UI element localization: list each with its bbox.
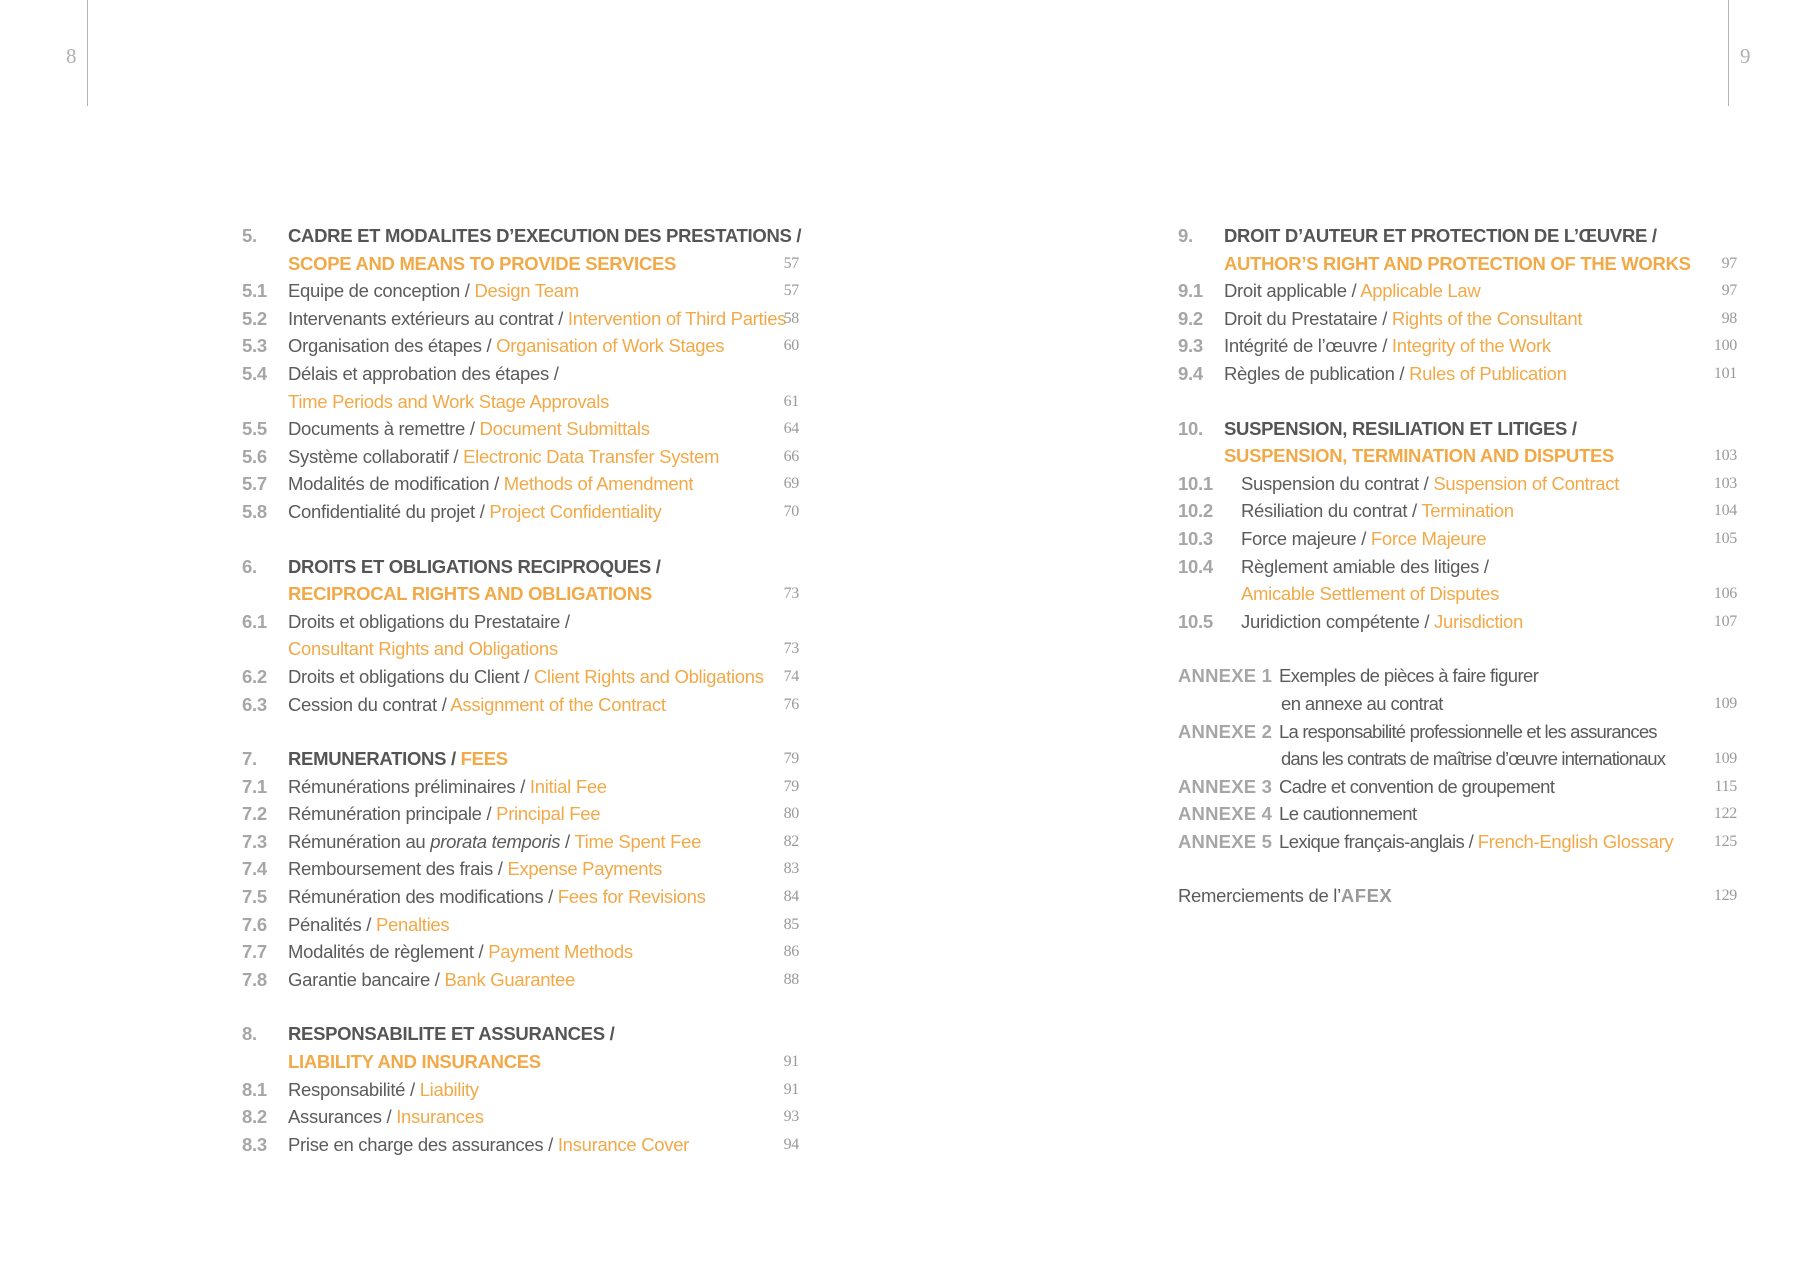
entry-en: Initial Fee — [529, 775, 607, 797]
entry-en: Amicable Settlement of Disputes — [1241, 583, 1500, 605]
page-ref: 91 — [783, 1053, 799, 1071]
entry-fr: Cession du contrat / — [288, 693, 451, 715]
heading-en: FEES — [460, 748, 508, 770]
page-ref: 69 — [783, 475, 799, 493]
entry-number: 6.3 — [242, 693, 267, 715]
entry-number: 5.5 — [242, 418, 267, 440]
entry-fr: Confidentialité du projet / — [288, 500, 490, 522]
toc-entry — [242, 1103, 799, 1131]
page-ref: 58 — [783, 309, 799, 327]
entry-en: Integrity of the Work — [1391, 335, 1551, 357]
entry-en: Jurisdiction — [1434, 610, 1523, 632]
toc-entry — [242, 277, 799, 305]
section-heading-en — [1178, 250, 1737, 278]
entry-number: 9.1 — [1178, 280, 1203, 302]
right-page-rule — [1728, 0, 1729, 106]
heading-en: AUTHOR’S RIGHT AND PROTECTION OF THE WORKS — [1224, 252, 1691, 274]
heading-en: LIABILITY AND INSURANCES — [288, 1051, 541, 1073]
entry-fr: Pénalités / — [288, 913, 376, 935]
entry-en: Consultant Rights and Obligations — [288, 638, 558, 660]
entry-number: 9.2 — [1178, 307, 1203, 329]
toc-entry — [242, 911, 799, 939]
entry-number: 5.6 — [242, 445, 267, 467]
toc-entry — [1178, 360, 1737, 388]
entry-en: Organisation of Work Stages — [496, 335, 725, 357]
entry-en: Force Majeure — [1370, 527, 1487, 549]
entry-fr: Equipe de conception / — [288, 280, 475, 302]
page-ref: 94 — [783, 1135, 799, 1153]
entry-number: 6.1 — [242, 610, 267, 632]
toc-entry — [242, 415, 799, 443]
section-heading-en — [242, 580, 799, 608]
entry-number: 6.2 — [242, 665, 267, 687]
entry-fr: Résiliation du contrat / — [1241, 500, 1422, 522]
toc-section-5 — [242, 222, 802, 526]
section-number: 6. — [242, 555, 257, 577]
annex-title: en annexe au contrat — [1281, 692, 1443, 714]
page-ref: 83 — [783, 860, 799, 878]
entry-number: 10.5 — [1178, 610, 1213, 632]
entry-number: 8.2 — [242, 1106, 267, 1128]
entry-fr: Rémunération au — [288, 830, 431, 852]
toc-entry — [1178, 470, 1737, 498]
page-ref: 109 — [1713, 750, 1737, 768]
heading-en: SUSPENSION, TERMINATION AND DISPUTES — [1224, 445, 1615, 467]
toc-section-8 — [242, 1020, 799, 1158]
entry-number: 5.3 — [242, 335, 267, 357]
entry-en: Applicable Law — [1360, 280, 1481, 302]
section-heading — [1178, 222, 1737, 250]
annex-title: dans les contrats de maîtrise d’œuvre internationaux — [1281, 748, 1666, 770]
toc-entry — [1178, 277, 1737, 305]
page-ref: 122 — [1713, 805, 1737, 823]
toc-entry — [242, 1131, 799, 1159]
toc-entry — [1178, 608, 1737, 636]
page-ref: 109 — [1713, 694, 1737, 712]
page-ref: 101 — [1713, 364, 1737, 382]
page-ref: 97 — [1721, 254, 1737, 272]
toc-entry — [242, 608, 799, 636]
toc-entry — [242, 938, 799, 966]
heading-fr: DROITS ET OBLIGATIONS RECIPROQUES / — [288, 555, 661, 577]
page-ref: 93 — [783, 1108, 799, 1126]
entry-fr: Suspension du contrat / — [1241, 472, 1434, 494]
annex-entry — [1178, 828, 1737, 856]
page-ref: 105 — [1713, 529, 1737, 547]
heading-en: SCOPE AND MEANS TO PROVIDE SERVICES — [288, 252, 677, 274]
entry-fr: Droit applicable / — [1224, 280, 1361, 302]
toc-entry — [242, 305, 799, 333]
toc-section-6 — [242, 553, 799, 719]
section-heading-en — [242, 250, 799, 278]
annex-entry-continued — [1178, 745, 1737, 773]
toc-entry — [242, 360, 799, 388]
heading-fr: RESPONSABILITE ET ASSURANCES / — [288, 1023, 615, 1045]
afex-logo-text: AFEX — [1340, 885, 1393, 907]
entry-en: Termination — [1421, 500, 1514, 522]
annex-number: ANNEXE 1 — [1178, 665, 1273, 687]
page-ref: 79 — [783, 750, 799, 768]
toc-entry — [1178, 525, 1737, 553]
annex-entry-continued — [1178, 690, 1737, 718]
entry-fr: Rémunération des modifications / — [288, 886, 558, 908]
entry-en: Intervention of Third Parties — [567, 307, 787, 329]
page-ref: 103 — [1713, 447, 1737, 465]
thanks-text: Remerciements de l’ — [1178, 885, 1341, 907]
entry-fr: Modalités de modification / — [288, 473, 504, 495]
annex-entry — [1178, 718, 1737, 746]
entry-en: Design Team — [474, 280, 579, 302]
section-number: 8. — [242, 1023, 257, 1045]
page-ref: 76 — [783, 695, 799, 713]
entry-number: 7.4 — [242, 858, 267, 880]
section-heading — [242, 222, 802, 250]
entry-en: Principal Fee — [496, 803, 601, 825]
annex-entry — [1178, 800, 1737, 828]
heading-fr: SUSPENSION, RESILIATION ET LITIGES / — [1224, 417, 1577, 439]
entry-fr: Assurances / — [288, 1106, 397, 1128]
toc-entry — [242, 773, 799, 801]
annex-title: Cadre et convention de groupement — [1279, 775, 1555, 797]
entry-en: Rules of Publication — [1409, 362, 1567, 384]
entry-en: Time Spent Fee — [574, 830, 702, 852]
entry-en: Suspension of Contract — [1433, 472, 1620, 494]
toc-entry — [1178, 553, 1737, 581]
entry-fr-separator: / — [560, 830, 575, 852]
entry-fr: Juridiction compétente / — [1241, 610, 1435, 632]
heading-fr: CADRE ET MODALITES D’EXECUTION DES PRESTATIONS / — [288, 225, 802, 246]
entry-fr: Intégrité de l’œuvre / — [1224, 335, 1392, 357]
entry-en: Payment Methods — [488, 941, 633, 963]
toc-entry — [242, 800, 799, 828]
entry-fr: Rémunérations préliminaires / — [288, 775, 530, 797]
entry-en: Insurance Cover — [557, 1133, 690, 1155]
page-ref: 60 — [783, 337, 799, 355]
toc-entry — [242, 663, 799, 691]
annex-entry — [1178, 773, 1737, 801]
entry-number: 8.1 — [242, 1078, 267, 1100]
heading-en: RECIPROCAL RIGHTS AND OBLIGATIONS — [288, 583, 652, 605]
page-ref: 103 — [1713, 474, 1737, 492]
section-heading-en — [1178, 442, 1737, 470]
annex-number: ANNEXE 4 — [1178, 803, 1273, 825]
toc-annexes — [1178, 662, 1737, 855]
toc-right-column — [1178, 222, 1737, 937]
toc-section-10 — [1178, 415, 1737, 636]
entry-en: Insurances — [396, 1106, 484, 1128]
entry-number: 5.4 — [242, 362, 267, 384]
entry-fr: Organisation des étapes / — [288, 335, 497, 357]
annex-title: Lexique français-anglais / — [1279, 830, 1478, 852]
page-ref: 91 — [783, 1080, 799, 1098]
entry-en: Penalties — [375, 913, 450, 935]
entry-en: Client Rights and Obligations — [533, 665, 764, 687]
page-ref: 125 — [1713, 832, 1737, 850]
entry-number: 7.7 — [242, 941, 267, 963]
toc-entry — [242, 1076, 799, 1104]
entry-fr: Droits et obligations du Client / — [288, 665, 534, 687]
page-ref: 57 — [783, 254, 799, 272]
annex-title: Exemples de pièces à faire figurer — [1279, 665, 1539, 687]
toc-section-7 — [242, 745, 799, 993]
entry-number: 7.2 — [242, 803, 267, 825]
left-page-rule — [87, 0, 88, 106]
entry-fr: Documents à remettre / — [288, 418, 480, 440]
page-ref: 106 — [1713, 585, 1737, 603]
section-heading — [1178, 415, 1737, 443]
entry-number: 7.3 — [242, 830, 267, 852]
toc-entry — [242, 691, 799, 719]
toc-entry — [242, 966, 799, 994]
heading-fr: REMUNERATIONS / — [288, 748, 461, 770]
entry-fr: Responsabilité / — [288, 1078, 420, 1100]
entry-en: Project Confidentiality — [489, 500, 662, 522]
toc-entry-continued — [1178, 580, 1737, 608]
entry-en: Document Submittals — [479, 418, 650, 440]
page-ref: 107 — [1713, 612, 1737, 630]
page-ref: 57 — [783, 282, 799, 300]
section-number: 5. — [242, 225, 257, 246]
page-ref: 80 — [783, 805, 799, 823]
entry-en: Fees for Revisions — [557, 886, 706, 908]
page-ref: 115 — [1714, 777, 1737, 795]
entry-en: Liability — [419, 1078, 479, 1100]
right-page-number: 9 — [1740, 44, 1751, 68]
annex-number: ANNEXE 3 — [1178, 775, 1273, 797]
left-page-number: 8 — [66, 44, 77, 68]
entry-number: 5.7 — [242, 473, 267, 495]
annex-title: Le cautionnement — [1279, 803, 1417, 825]
annex-title-en: French-English Glossary — [1477, 830, 1674, 852]
toc-entry — [1178, 305, 1737, 333]
section-heading — [242, 1020, 799, 1048]
entry-fr: Prise en charge des assurances / — [288, 1133, 558, 1155]
section-heading-en — [242, 1048, 799, 1076]
page-ref: 73 — [783, 640, 799, 658]
page-ref: 129 — [1713, 887, 1737, 905]
entry-fr: Droit du Prestataire / — [1224, 307, 1392, 329]
page-ref: 88 — [783, 970, 799, 988]
entry-number: 8.3 — [242, 1133, 267, 1155]
annex-entry — [1178, 662, 1737, 690]
heading-fr: DROIT D’AUTEUR ET PROTECTION DE L’ŒUVRE / — [1224, 225, 1657, 246]
entry-fr-italic: prorata temporis — [430, 830, 561, 852]
entry-fr: Remboursement des frais / — [288, 858, 508, 880]
page-ref: 61 — [783, 392, 799, 410]
entry-number: 9.4 — [1178, 362, 1203, 384]
page-ref: 64 — [783, 420, 799, 438]
entry-en: Bank Guarantee — [444, 968, 576, 990]
entry-number: 5.1 — [242, 280, 267, 302]
annex-title: La responsabilité professionnelle et les assurances — [1279, 720, 1657, 742]
toc-entry-continued — [242, 388, 799, 416]
entry-en: Expense Payments — [507, 858, 663, 880]
page-ref: 98 — [1721, 309, 1737, 327]
entry-number: 9.3 — [1178, 335, 1203, 357]
page-ref: 82 — [783, 832, 799, 850]
toc-entry-continued — [242, 635, 799, 663]
toc-entry — [242, 443, 799, 471]
page-ref: 86 — [783, 943, 799, 961]
entry-fr: Délais et approbation des étapes / — [288, 362, 559, 384]
page-ref: 70 — [783, 502, 799, 520]
entry-number: 7.5 — [242, 886, 267, 908]
page-ref: 104 — [1713, 502, 1737, 520]
entry-number: 7.8 — [242, 968, 267, 990]
toc-section-9 — [1178, 222, 1737, 388]
page-ref: 97 — [1721, 282, 1737, 300]
page-ref: 79 — [783, 777, 799, 795]
entry-en: Rights of the Consultant — [1391, 307, 1583, 329]
entry-number: 10.3 — [1178, 527, 1213, 549]
toc-entry — [242, 470, 799, 498]
entry-number: 7.1 — [242, 775, 267, 797]
toc-entry — [242, 828, 799, 856]
toc-entry — [1178, 497, 1737, 525]
entry-number: 5.2 — [242, 307, 267, 329]
entry-fr: Modalités de règlement / — [288, 941, 489, 963]
toc-entry — [242, 883, 799, 911]
entry-fr: Intervenants extérieurs au contrat / — [288, 307, 568, 329]
section-number: 9. — [1178, 225, 1193, 246]
toc-entry — [242, 855, 799, 883]
entry-fr: Droits et obligations du Prestataire / — [288, 610, 570, 632]
entry-number: 5.8 — [242, 500, 267, 522]
page-ref: 74 — [783, 667, 799, 685]
toc-thanks — [1178, 882, 1737, 910]
section-number: 7. — [242, 748, 257, 770]
page-ref: 73 — [783, 585, 799, 603]
annex-number: ANNEXE 2 — [1178, 720, 1273, 742]
thanks-entry — [1178, 882, 1737, 910]
entry-en: Assignment of the Contract — [450, 693, 666, 715]
entry-en: Time Periods and Work Stage Approvals — [288, 390, 610, 412]
entry-fr: Règles de publication / — [1224, 362, 1410, 384]
entry-fr: Règlement amiable des litiges / — [1241, 555, 1489, 577]
entry-number: 10.4 — [1178, 555, 1213, 577]
page-ref: 66 — [783, 447, 799, 465]
entry-fr: Force majeure / — [1241, 527, 1371, 549]
section-number: 10. — [1178, 417, 1203, 439]
entry-number: 7.6 — [242, 913, 267, 935]
entry-fr: Rémunération principale / — [288, 803, 497, 825]
section-heading — [242, 745, 799, 773]
entry-number: 10.1 — [1178, 472, 1213, 494]
page-ref: 84 — [783, 888, 799, 906]
toc-left-column — [242, 222, 802, 1185]
entry-fr: Garantie bancaire / — [288, 968, 445, 990]
toc-entry — [242, 332, 799, 360]
toc-entry — [242, 498, 799, 526]
entry-en: Electronic Data Transfer System — [463, 445, 720, 467]
section-heading — [242, 553, 799, 581]
page-ref: 85 — [783, 915, 799, 933]
page-ref: 100 — [1713, 337, 1737, 355]
entry-fr: Système collaboratif / — [288, 445, 464, 467]
entry-en: Methods of Amendment — [503, 473, 694, 495]
toc-entry — [1178, 332, 1737, 360]
annex-number: ANNEXE 5 — [1178, 830, 1273, 852]
entry-number: 10.2 — [1178, 500, 1213, 522]
